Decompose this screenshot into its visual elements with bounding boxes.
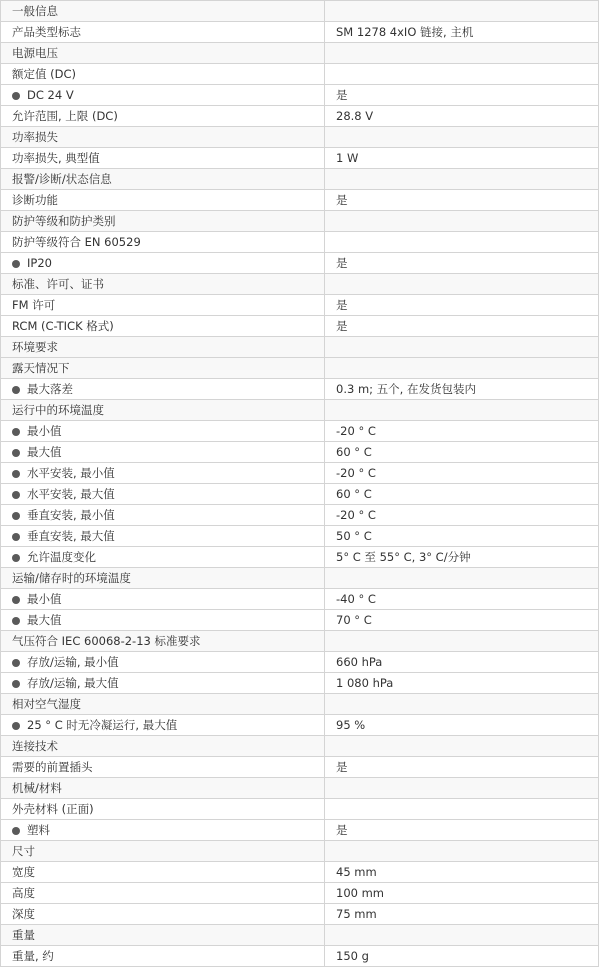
row-label: 最大值 bbox=[27, 613, 62, 627]
section-title: 运行中的环境温度 bbox=[12, 403, 104, 417]
table-row bbox=[1, 526, 599, 547]
value-cell bbox=[325, 505, 599, 526]
table-row bbox=[1, 463, 599, 484]
value-cell bbox=[325, 85, 599, 106]
section-row bbox=[1, 337, 599, 358]
label-cell bbox=[1, 463, 325, 484]
label-cell bbox=[1, 85, 325, 106]
section-header-cell bbox=[1, 211, 325, 232]
row-label: 高度 bbox=[12, 886, 35, 900]
bullet-icon bbox=[12, 617, 20, 625]
row-label: IP20 bbox=[27, 256, 52, 270]
section-row bbox=[1, 211, 599, 232]
row-label: 防护等级符合 EN 60529 bbox=[12, 235, 141, 249]
value-cell bbox=[325, 736, 599, 757]
section-row bbox=[1, 778, 599, 799]
bullet-icon bbox=[12, 260, 20, 268]
table-row bbox=[1, 232, 599, 253]
value-cell bbox=[325, 631, 599, 652]
bullet-icon bbox=[12, 827, 20, 835]
value-cell bbox=[325, 925, 599, 946]
row-value: 是 bbox=[336, 760, 348, 774]
row-label: 存放/运输, 最大值 bbox=[27, 676, 119, 690]
section-header-cell bbox=[1, 337, 325, 358]
table-row bbox=[1, 484, 599, 505]
value-cell bbox=[325, 106, 599, 127]
table-row bbox=[1, 673, 599, 694]
label-cell bbox=[1, 883, 325, 904]
table-row bbox=[1, 820, 599, 841]
row-value: 5° C 至 55° C, 3° C/分钟 bbox=[336, 550, 471, 564]
value-cell bbox=[325, 610, 599, 631]
value-cell bbox=[325, 421, 599, 442]
bullet-icon bbox=[12, 491, 20, 499]
label-cell bbox=[1, 610, 325, 631]
row-label: 额定值 (DC) bbox=[12, 67, 77, 81]
table-row bbox=[1, 190, 599, 211]
value-cell bbox=[325, 442, 599, 463]
table-row bbox=[1, 547, 599, 568]
row-value: 60 ° C bbox=[336, 487, 372, 501]
section-row bbox=[1, 925, 599, 946]
label-cell bbox=[1, 484, 325, 505]
row-label: 塑料 bbox=[27, 823, 50, 837]
label-cell bbox=[1, 106, 325, 127]
table-row bbox=[1, 715, 599, 736]
value-cell bbox=[325, 43, 599, 64]
label-cell bbox=[1, 715, 325, 736]
row-label: 功率损失, 典型值 bbox=[12, 151, 100, 165]
section-row bbox=[1, 631, 599, 652]
label-cell bbox=[1, 295, 325, 316]
value-cell bbox=[325, 883, 599, 904]
row-label: 外壳材料 (正面) bbox=[12, 802, 94, 816]
section-header-cell bbox=[1, 43, 325, 64]
row-value: -20 ° C bbox=[336, 466, 376, 480]
section-row bbox=[1, 169, 599, 190]
table-row bbox=[1, 946, 599, 967]
label-cell bbox=[1, 757, 325, 778]
row-value: 1 W bbox=[336, 151, 359, 165]
section-title: 标准、许可、证书 bbox=[12, 277, 104, 291]
value-cell bbox=[325, 274, 599, 295]
label-cell bbox=[1, 316, 325, 337]
section-title: 相对空气湿度 bbox=[12, 697, 81, 711]
section-header-cell bbox=[1, 694, 325, 715]
label-cell bbox=[1, 820, 325, 841]
table-row bbox=[1, 148, 599, 169]
bullet-icon bbox=[12, 533, 20, 541]
label-cell bbox=[1, 946, 325, 967]
row-value: 50 ° C bbox=[336, 529, 372, 543]
spec-table-body bbox=[1, 1, 599, 967]
label-cell bbox=[1, 22, 325, 43]
value-cell bbox=[325, 232, 599, 253]
value-cell bbox=[325, 211, 599, 232]
value-cell bbox=[325, 316, 599, 337]
section-row bbox=[1, 568, 599, 589]
row-value: 是 bbox=[336, 256, 348, 270]
value-cell bbox=[325, 484, 599, 505]
table-row bbox=[1, 421, 599, 442]
section-title: 露天情况下 bbox=[12, 361, 70, 375]
value-cell bbox=[325, 463, 599, 484]
table-row bbox=[1, 253, 599, 274]
section-header-cell bbox=[1, 568, 325, 589]
value-cell bbox=[325, 127, 599, 148]
label-cell bbox=[1, 148, 325, 169]
row-value: 660 hPa bbox=[336, 655, 383, 669]
row-value: 70 ° C bbox=[336, 613, 372, 627]
row-value: SM 1278 4xIO 链接, 主机 bbox=[336, 25, 474, 39]
row-value: 28.8 V bbox=[336, 109, 374, 123]
value-cell bbox=[325, 841, 599, 862]
section-title: 机械/材料 bbox=[12, 781, 62, 795]
section-header-cell bbox=[1, 925, 325, 946]
bullet-icon bbox=[12, 386, 20, 394]
value-cell bbox=[325, 64, 599, 85]
section-title: 报警/诊断/状态信息 bbox=[12, 172, 112, 186]
table-row bbox=[1, 22, 599, 43]
label-cell bbox=[1, 64, 325, 85]
section-row bbox=[1, 127, 599, 148]
row-label: 最大值 bbox=[27, 445, 62, 459]
row-label: DC 24 V bbox=[27, 88, 74, 102]
section-row bbox=[1, 841, 599, 862]
row-value: 45 mm bbox=[336, 865, 377, 879]
row-label: 最小值 bbox=[27, 424, 62, 438]
row-label: 深度 bbox=[12, 907, 35, 921]
value-cell bbox=[325, 379, 599, 400]
value-cell bbox=[325, 673, 599, 694]
value-cell bbox=[325, 22, 599, 43]
section-row bbox=[1, 694, 599, 715]
section-row bbox=[1, 43, 599, 64]
label-cell bbox=[1, 904, 325, 925]
value-cell bbox=[325, 400, 599, 421]
row-value: 75 mm bbox=[336, 907, 377, 921]
row-label: 水平安装, 最小值 bbox=[27, 466, 115, 480]
table-row bbox=[1, 610, 599, 631]
bullet-icon bbox=[12, 470, 20, 478]
section-title: 电源电压 bbox=[12, 46, 58, 60]
row-label: 存放/运输, 最小值 bbox=[27, 655, 119, 669]
section-title: 连接技术 bbox=[12, 739, 58, 753]
value-cell bbox=[325, 799, 599, 820]
row-value: 150 g bbox=[336, 949, 369, 963]
section-header-cell bbox=[1, 127, 325, 148]
row-label: 最小值 bbox=[27, 592, 62, 606]
label-cell bbox=[1, 526, 325, 547]
table-row bbox=[1, 106, 599, 127]
row-value: 是 bbox=[336, 88, 348, 102]
section-row bbox=[1, 358, 599, 379]
row-value: 是 bbox=[336, 193, 348, 207]
row-label: 需要的前置插头 bbox=[12, 760, 93, 774]
row-label: 产品类型标志 bbox=[12, 25, 81, 39]
table-row bbox=[1, 85, 599, 106]
section-header-cell bbox=[1, 631, 325, 652]
bullet-icon bbox=[12, 512, 20, 520]
table-row bbox=[1, 379, 599, 400]
table-row bbox=[1, 64, 599, 85]
label-cell bbox=[1, 547, 325, 568]
label-cell bbox=[1, 589, 325, 610]
label-cell bbox=[1, 421, 325, 442]
row-label: 允许范围, 上限 (DC) bbox=[12, 109, 118, 123]
row-label: 重量, 约 bbox=[12, 949, 54, 963]
section-title: 功率损失 bbox=[12, 130, 58, 144]
value-cell bbox=[325, 526, 599, 547]
section-title: 运输/储存时的环境温度 bbox=[12, 571, 131, 585]
value-cell bbox=[325, 148, 599, 169]
label-cell bbox=[1, 232, 325, 253]
section-title: 气压符合 IEC 60068-2-13 标准要求 bbox=[12, 634, 201, 648]
row-label: FM 许可 bbox=[12, 298, 56, 312]
row-value: 0.3 m; 五个, 在发货包装内 bbox=[336, 382, 476, 396]
value-cell bbox=[325, 358, 599, 379]
section-title: 重量 bbox=[12, 928, 35, 942]
value-cell bbox=[325, 652, 599, 673]
section-header-cell bbox=[1, 841, 325, 862]
section-title: 防护等级和防护类别 bbox=[12, 214, 116, 228]
label-cell bbox=[1, 190, 325, 211]
row-label: 垂直安装, 最小值 bbox=[27, 508, 115, 522]
bullet-icon bbox=[12, 596, 20, 604]
value-cell bbox=[325, 190, 599, 211]
label-cell bbox=[1, 652, 325, 673]
value-cell bbox=[325, 547, 599, 568]
section-title: 一般信息 bbox=[12, 4, 58, 18]
value-cell bbox=[325, 778, 599, 799]
value-cell bbox=[325, 820, 599, 841]
section-header-cell bbox=[1, 358, 325, 379]
value-cell bbox=[325, 253, 599, 274]
row-value: 是 bbox=[336, 319, 348, 333]
label-cell bbox=[1, 442, 325, 463]
bullet-icon bbox=[12, 92, 20, 100]
section-row bbox=[1, 400, 599, 421]
label-cell bbox=[1, 799, 325, 820]
label-cell bbox=[1, 505, 325, 526]
table-row bbox=[1, 883, 599, 904]
section-header-cell bbox=[1, 778, 325, 799]
row-value: 60 ° C bbox=[336, 445, 372, 459]
bullet-icon bbox=[12, 659, 20, 667]
section-row bbox=[1, 1, 599, 22]
value-cell bbox=[325, 757, 599, 778]
value-cell bbox=[325, 337, 599, 358]
value-cell bbox=[325, 295, 599, 316]
value-cell bbox=[325, 694, 599, 715]
section-title: 环境要求 bbox=[12, 340, 58, 354]
row-label: 最大落差 bbox=[27, 382, 73, 396]
table-row bbox=[1, 904, 599, 925]
row-label: RCM (C-TICK 格式) bbox=[12, 319, 114, 333]
table-row bbox=[1, 442, 599, 463]
bullet-icon bbox=[12, 554, 20, 562]
value-cell bbox=[325, 946, 599, 967]
bullet-icon bbox=[12, 428, 20, 436]
value-cell bbox=[325, 715, 599, 736]
row-value: 1 080 hPa bbox=[336, 676, 394, 690]
section-row bbox=[1, 274, 599, 295]
section-header-cell bbox=[1, 274, 325, 295]
row-label: 垂直安装, 最大值 bbox=[27, 529, 115, 543]
value-cell bbox=[325, 568, 599, 589]
row-value: -20 ° C bbox=[336, 508, 376, 522]
bullet-icon bbox=[12, 722, 20, 730]
row-value: 100 mm bbox=[336, 886, 385, 900]
table-row bbox=[1, 589, 599, 610]
value-cell bbox=[325, 589, 599, 610]
label-cell bbox=[1, 673, 325, 694]
table-row bbox=[1, 505, 599, 526]
table-row bbox=[1, 862, 599, 883]
row-label: 宽度 bbox=[12, 865, 35, 879]
section-header-cell bbox=[1, 736, 325, 757]
row-value: 是 bbox=[336, 823, 348, 837]
section-row bbox=[1, 736, 599, 757]
label-cell bbox=[1, 862, 325, 883]
table-row bbox=[1, 316, 599, 337]
bullet-icon bbox=[12, 680, 20, 688]
table-row bbox=[1, 799, 599, 820]
section-header-cell bbox=[1, 1, 325, 22]
row-value: 95 % bbox=[336, 718, 366, 732]
value-cell bbox=[325, 862, 599, 883]
label-cell bbox=[1, 379, 325, 400]
row-label: 诊断功能 bbox=[12, 193, 58, 207]
section-title: 尺寸 bbox=[12, 844, 35, 858]
section-header-cell bbox=[1, 400, 325, 421]
table-row bbox=[1, 757, 599, 778]
value-cell bbox=[325, 169, 599, 190]
row-value: 是 bbox=[336, 298, 348, 312]
row-value: -40 ° C bbox=[336, 592, 376, 606]
bullet-icon bbox=[12, 449, 20, 457]
table-row bbox=[1, 295, 599, 316]
row-label: 25 ° C 时无冷凝运行, 最大值 bbox=[27, 718, 178, 732]
row-label: 允许温度变化 bbox=[27, 550, 96, 564]
label-cell bbox=[1, 253, 325, 274]
row-value: -20 ° C bbox=[336, 424, 376, 438]
table-row bbox=[1, 652, 599, 673]
row-label: 水平安装, 最大值 bbox=[27, 487, 115, 501]
value-cell bbox=[325, 1, 599, 22]
value-cell bbox=[325, 904, 599, 925]
section-header-cell bbox=[1, 169, 325, 190]
